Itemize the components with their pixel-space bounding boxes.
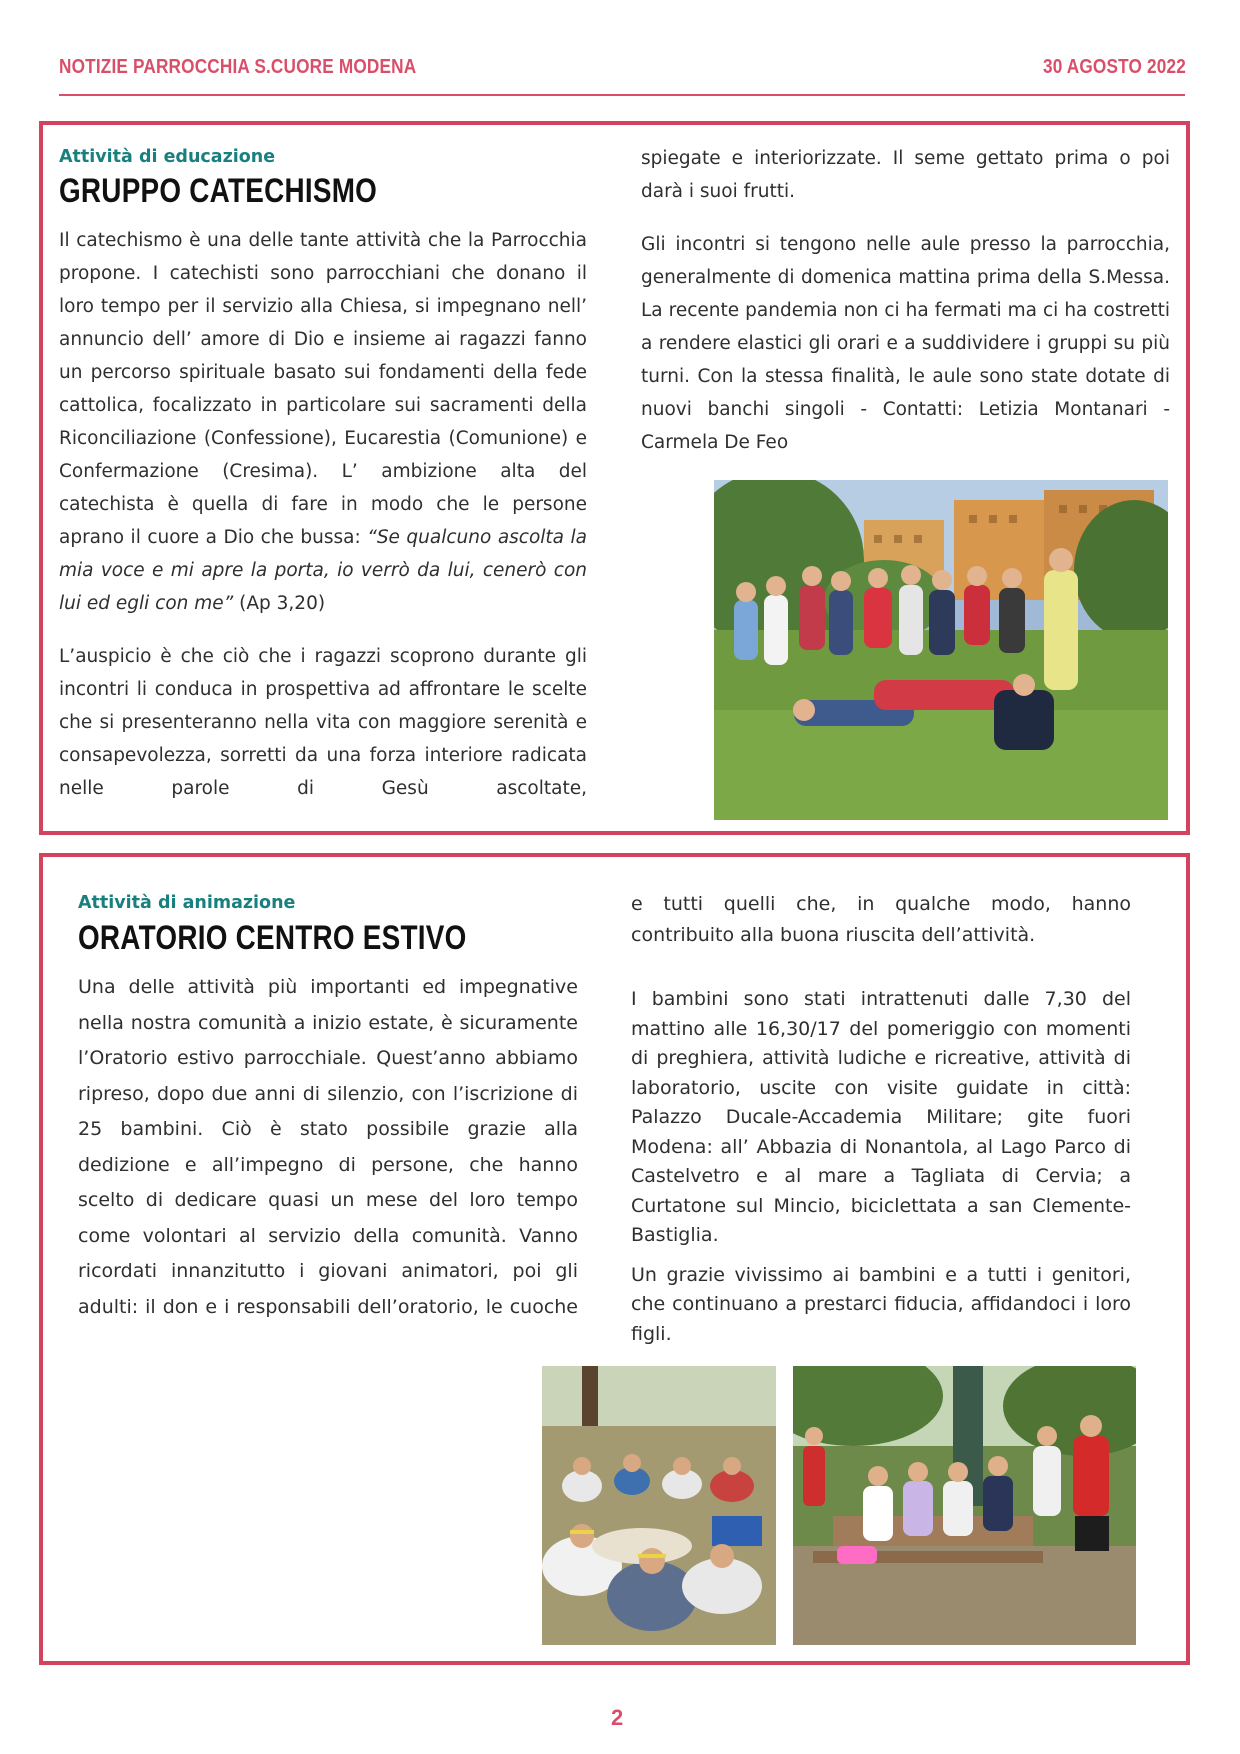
section2-kicker: Attività di animazione [78, 893, 296, 913]
section2-title: ORATORIO CENTRO ESTIVO [78, 919, 467, 957]
catechism-group-photo [714, 480, 1168, 820]
section1-title: GRUPPO CATECHISMO [59, 172, 378, 210]
page-number: 2 [611, 1705, 624, 1730]
section1-kicker: Attività di educazione [59, 147, 276, 167]
section1-paragraph-1: Il catechismo è una delle tante attività che la Parrocchia propone. I catechisti sono parrocchiani che donano il loro tempo per il servizio alla Chiesa, si impegnano nell’ annuncio dell’ amore di Dio e insieme ai ragazzi fanno un percorso spirituale basato sui fondamenti della fede cattolica, focalizzato in particolare sui sacramenti della Riconciliazione (Confessione), Eucarestia (Comunione) e Confermazione (Cresima). L’ ambizione alta del catechista è quella di fare in modo che le persone aprano il cuore a Dio che bussa: “Se qualcuno ascolta la mia voce e mi apre la porta, io verrò da lui, cenerò con lui ed egli con me” (Ap 3,20) [59, 230, 587, 614]
section2-column-left [78, 970, 578, 1345]
oratorio-photo-tables [793, 1366, 1136, 1645]
section2-paragraph-2: e tutti quelli che, in qualche modo, hanno contribuito alla buona riuscita dell’attività. [631, 893, 1131, 946]
bible-quote: “Se qualcuno ascolta la mia voce e mi apre la porta, io verrò da lui, cenerò con lui ed egli con me” [59, 527, 587, 614]
issue-date: 30 AGOSTO 2022 [1043, 56, 1186, 78]
section1-column-left [59, 224, 587, 825]
section1-paragraph-2: L’auspicio è che ciò che i ragazzi scoprono durante gli incontri li conduca in prospettiva ad affrontare le scelte che si presenteranno nella vita con maggiore serenità e consapevolezza, sorretti da una forza interiore radicata nelle parole di Gesù ascoltate, [59, 646, 587, 799]
section2-paragraph-4: Un grazie vivissimo ai bambini e a tutti i genitori, che continuano a prestarci fiducia, affidandoci i loro figli. [631, 1263, 1131, 1345]
section2-paragraph-1: Una delle attività più importanti ed impegnative nella nostra comunità a inizio estate, è sicuramente l’Oratorio estivo parrocchiale. Quest’anno abbiamo ripreso, dopo due anni di silenzio, con l’iscrizione di 25 bambini. Ciò è stato possibile grazie alla dedizione e all’impegno di persone, che hanno scelto di dedicare quasi un mese del loro tempo come volontari al servizio della comunità. Vanno ricordati innanzitutto i giovani animatori, poi gli adulti: il don e i responsabili dell’oratorio, le cuoche [78, 976, 578, 1318]
section1-paragraph-4: Gli incontri si tengono nelle aule presso la parrocchia, generalmente di domenica mattina prima della S.Messa. La recente pandemia non ci ha fermati ma ci ha costretti a rendere elastici gli orari e a suddividere i gruppi su più turni. Con la stessa finalità, le aule sono state dotate di nuovi banchi singoli - Contatti: Letizia Montanari - Carmela De Feo [641, 234, 1170, 453]
section1-paragraph-3: spiegate e interiorizzate. Il seme gettato prima o poi darà i suoi frutti. [641, 148, 1170, 202]
section2-column-right [631, 889, 1131, 1396]
section2-paragraph-3: I bambini sono stati intrattenuti dalle 7,30 del mattino alle 16,30/17 del pomeriggio con momenti di preghiera, attività ludiche e ricreative, attività di laboratorio, uscite con visite guidate in città: Palazzo Ducale-Accademia Militare; gite fuori Modena: all’ Abbazia di Nonantola, al Lago Parco di Castelvetro e al mare a Tagliata di Cervia; a Curtatone sul Mincio, biciclettata a san Clemente-Bastiglia. [631, 988, 1131, 1246]
oratorio-photo-circle [542, 1366, 776, 1645]
header-rule [59, 94, 1185, 96]
section1-column-right [641, 142, 1170, 479]
publication-title: NOTIZIE PARROCCHIA S.CUORE MODENA [59, 56, 417, 78]
